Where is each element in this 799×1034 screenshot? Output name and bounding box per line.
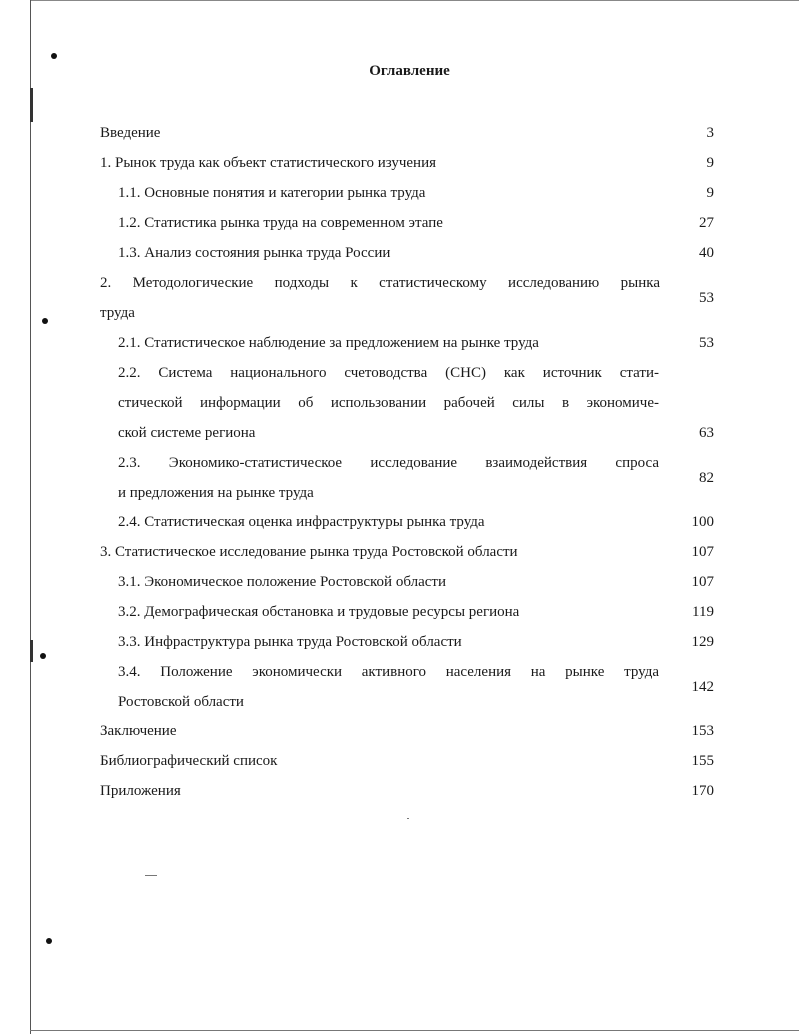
toc-entry[interactable] [0,358,799,448]
toc-entry-page: 100 [691,514,714,530]
toc-entry-title: 1.2. Статистика рынка труда на современном этапе [118,215,443,231]
toc-entry-title-line: 3.4. Положение экономически активного населения на рынке труда [118,664,659,680]
toc-entry[interactable] [0,268,799,328]
toc-entry-title: Введение [100,125,161,141]
punch-hole-dot [46,938,52,944]
toc-entry-page: 53 [699,290,714,306]
toc-entry-page: 40 [699,245,714,261]
toc-entry-page: 107 [691,544,714,560]
toc-entry-title: Библиографический список [100,753,278,769]
toc-entry-page: 3 [706,125,714,141]
scan-bottom-edge [30,1030,799,1031]
toc-entry[interactable] [0,448,799,508]
toc-entry[interactable] [0,657,799,717]
toc-entry-title: 1. Рынок труда как объект статистического изучения [100,155,437,171]
scan-speck [145,875,157,876]
toc-entry-title-line: труда [100,305,135,321]
toc-entry-page: 129 [691,634,714,650]
toc-entry-title: Заключение [100,723,177,739]
page-title: Оглавление [369,63,450,79]
toc-entry-page: 9 [706,185,714,201]
scan-mark [30,88,33,122]
toc-entry-page: 53 [699,335,714,351]
toc-entry-page: 155 [691,753,714,769]
toc-entry-page: 119 [692,604,714,620]
toc-entry-title: 3.1. Экономическое положение Ростовской области [118,574,446,590]
toc-entry-page: 153 [691,723,714,739]
toc-entry-title-line: ской системе региона [118,425,256,441]
toc-entry-page: 82 [699,470,714,486]
punch-hole-dot [51,53,57,59]
toc-entry-page: 63 [699,425,714,441]
toc-entry-title: 2.4. Статистическая оценка инфраструктуры рынка труда [118,514,485,530]
toc-entry-page: 107 [691,574,714,590]
toc-entry-page: 9 [706,155,714,171]
toc-entry-title-line: и предложения на рынке труда [118,485,314,501]
toc-entry-page: 27 [699,215,714,231]
toc-entry-title: 3.3. Инфраструктура рынка труда Ростовской области [118,634,462,650]
toc-entry-title-line: 2. Методологические подходы к статистическому исследованию рынка [100,275,660,291]
toc-entry-page: 170 [691,783,714,799]
toc-entry-title: 3.2. Демографическая обстановка и трудовые ресурсы региона [118,604,520,620]
toc-entry-title-line: 2.2. Система национального счетоводства (СНС) как источник стати- [118,365,659,381]
toc-entry-title: 3. Статистическое исследование рынка труда Ростовской области [100,544,518,560]
toc-entry-title: 2.1. Статистическое наблюдение за предложением на рынке труда [118,335,539,351]
toc-entry-title-line: стической информации об использовании рабочей силы в экономиче- [118,395,659,411]
toc-entry-title: 1.1. Основные понятия и категории рынка труда [118,185,426,201]
toc-entry-page: 142 [691,679,714,695]
toc-entry-title: Приложения [100,783,181,799]
toc-entry-title-line: Ростовской области [118,694,244,710]
toc-entry-title-line: 2.3. Экономико-статистическое исследование взаимодействия спроса [118,455,659,471]
scan-speck [407,818,409,819]
toc-entry-title: 1.3. Анализ состояния рынка труда России [118,245,391,261]
